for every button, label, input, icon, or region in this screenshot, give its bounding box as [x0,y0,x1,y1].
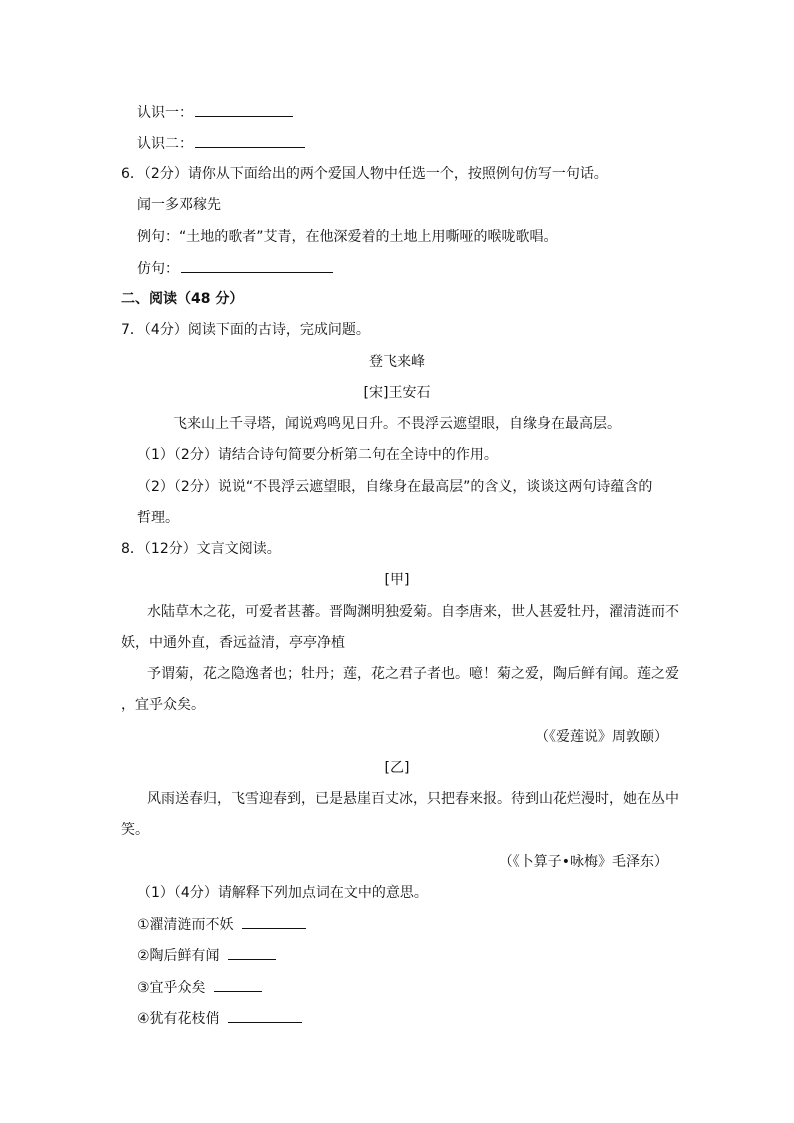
question-8-stem: 8．（12分）文言文阅读。 [121,541,281,557]
recognition-one-blank[interactable] [195,102,293,117]
passage-jia-p1-line-2: 妖，中通外直，香远益清，亭亭净植 [121,635,345,651]
recognition-two-label: 认识二： [137,136,193,152]
poem-text: 飞来山上千寻塔，闻说鸡鸣见日升。不畏浮云遮望眼，自缘身在最高层。 [173,416,621,432]
recognition-two-line [137,133,305,154]
question-7-sub-2-line-1: （2）（2分）说说“不畏浮云遮望眼，自缘身在最高层”的含义，谈谈这两句诗蕴含的 [137,479,653,495]
passage-jia-label: [甲] [384,572,410,588]
passage-jia-p2-line-2: ，宜乎众矣。 [121,697,205,713]
imitate-blank[interactable] [181,258,333,273]
question-6-stem: 6．（2分）请你从下面给出的两个爱国人物中任选一个，按照例句仿写一句话。 [121,166,608,182]
vocab-item-blank[interactable] [228,1008,302,1023]
passage-jia-p1-line-1: 水陆草木之花，可爱者甚蕃。晋陶渊明独爱菊。自李唐来，世人甚爱牡丹，濯清涟而不 [147,604,679,620]
vocab-item-text: ②陶后鲜有闻 [137,948,220,964]
vocab-item [137,977,262,998]
question-7-sub-1: （1）（2分）请结合诗句简要分析第二句在全诗中的作用。 [137,447,498,463]
imitate-label: 仿句： [137,261,179,277]
poem-title: 登飞来峰 [369,354,425,370]
question-6-example: 例句：“土地的歌者”艾青，在他深爱着的土地上用嘶哑的喉咙歌唱。 [137,229,558,245]
question-7-sub-2-line-2: 哲理。 [137,510,179,526]
question-8-sub-1: （1）（4分）请解释下列加点词在文中的意思。 [137,885,428,901]
vocab-item [137,945,276,966]
section-2-title: 二、阅读（48 分） [121,291,244,307]
question-6-imitate-line [137,258,333,279]
vocab-item [137,1008,302,1029]
passage-yi-line-1: 风雨送春归，飞雪迎春到，已是悬崖百丈冰，只把春来报。待到山花烂漫时，她在丛中 [147,791,679,807]
vocab-item-blank[interactable] [228,945,276,960]
vocab-item-blank[interactable] [242,914,306,929]
question-7-stem: 7．（4分）阅读下面的古诗，完成问题。 [121,322,370,338]
recognition-two-blank[interactable] [195,133,305,148]
vocab-item-blank[interactable] [214,977,262,992]
passage-yi-label: [乙] [384,760,410,776]
recognition-one-line [137,102,293,123]
passage-yi-line-2: 笑。 [121,822,149,838]
poem-author: [宋]王安石 [363,385,431,401]
recognition-one-label: 认识一： [137,105,193,121]
question-6-people: 闻一多邓稼先 [137,197,221,213]
passage-jia-source: （《爱莲说》周敦颐） [535,729,668,745]
passage-jia-p2-line-1: 予谓菊，花之隐逸者也；牡丹；莲，花之君子者也。噫！菊之爱，陶后鲜有闻。莲之爱 [147,666,679,682]
vocab-item-text: ①濯清涟而不妖 [137,917,234,933]
passage-yi-source: （《卜算子•咏梅》毛泽东） [498,854,668,870]
vocab-item-text: ③宜乎众矣 [137,980,206,996]
vocab-item-text: ④犹有花枝俏 [137,1011,220,1027]
vocab-item [137,914,306,935]
